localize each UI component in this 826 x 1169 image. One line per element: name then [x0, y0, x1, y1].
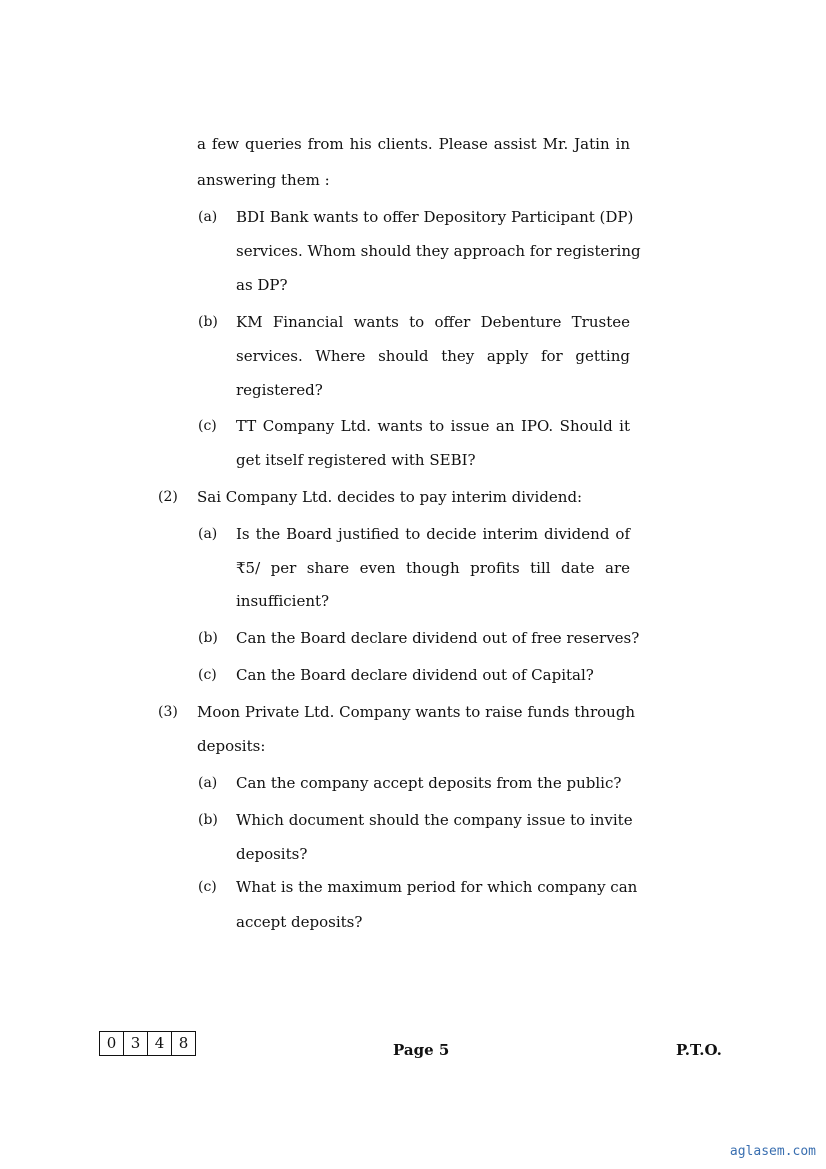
q3-b-line-2: deposits?	[236, 845, 308, 863]
q1-b-label: (b)	[198, 314, 218, 330]
q3-a-label: (a)	[198, 775, 218, 791]
q1-a-line-1: BDI Bank wants to offer Depository Participant (DP)	[236, 208, 634, 226]
q2-c-line-1: Can the Board declare dividend out of Capital?	[236, 666, 594, 684]
pto-label: P.T.O.	[676, 1041, 722, 1059]
q2-b-label: (b)	[198, 630, 218, 646]
q3-c-line-1: What is the maximum period for which company can	[236, 878, 638, 896]
q1-c-line-1: TT Company Ltd. wants to issue an IPO. Should it	[236, 417, 630, 435]
q2-c-label: (c)	[198, 667, 217, 683]
code-digit: 8	[178, 1034, 189, 1052]
q1-a-line-2: services. Whom should they approach for registering	[236, 242, 641, 260]
q3-line-2: deposits:	[197, 737, 266, 755]
q2-label: (2)	[158, 489, 178, 505]
q3-line-1: Moon Private Ltd. Company wants to raise funds through	[197, 703, 636, 721]
q1-b-line-3: registered?	[236, 381, 323, 399]
intro-line-1: a few queries from his clients. Please assist Mr. Jatin in	[197, 135, 630, 153]
q3-b-label: (b)	[198, 812, 218, 828]
q3-c-label: (c)	[198, 879, 217, 895]
page-number: Page 5	[393, 1041, 450, 1059]
q1-c-line-2: get itself registered with SEBI?	[236, 451, 476, 469]
q2-a-label: (a)	[198, 526, 218, 542]
q2-a-line-2: ₹5/ per share even though profits till date are	[236, 559, 630, 577]
q3-c-line-2: accept deposits?	[236, 913, 363, 931]
q2-text: Sai Company Ltd. decides to pay interim dividend:	[197, 488, 583, 506]
q3-a-line-1: Can the company accept deposits from the public?	[236, 774, 622, 792]
q3-b-line-1: Which document should the company issue to invite	[236, 811, 633, 829]
q3-label: (3)	[158, 704, 178, 720]
question-paper-code	[99, 1031, 196, 1056]
q1-b-line-1: KM Financial wants to offer Debenture Trustee	[236, 313, 630, 331]
q1-c-label: (c)	[198, 418, 217, 434]
q1-b-line-2: services. Where should they apply for getting	[236, 347, 630, 365]
q2-a-line-3: insufficient?	[236, 592, 330, 610]
intro-line-2: answering them :	[197, 171, 330, 189]
code-digit: 0	[100, 1032, 124, 1055]
watermark: aglasem.com	[729, 1144, 816, 1159]
q2-b-line-1: Can the Board declare dividend out of free reserves?	[236, 629, 640, 647]
q1-a-line-3: as DP?	[236, 276, 288, 294]
q1-a-label: (a)	[198, 209, 218, 225]
code-digit: 4	[148, 1032, 172, 1055]
q2-a-line-1: Is the Board justified to decide interim dividend of	[236, 525, 630, 543]
code-digit: 3	[124, 1032, 148, 1055]
